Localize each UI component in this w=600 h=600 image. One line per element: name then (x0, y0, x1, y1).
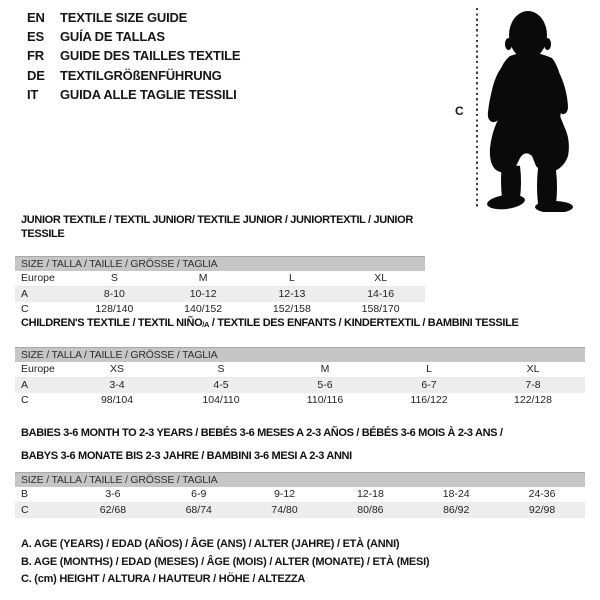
table-title-line (15, 450, 585, 464)
size-value-cell: 18-24 (442, 488, 470, 500)
height-dotted-line (476, 8, 478, 209)
size-value-cell: 6-7 (421, 378, 437, 391)
language-label: TEXTILE SIZE GUIDE (60, 10, 188, 26)
language-code: ES (27, 29, 44, 45)
language-label: GUÍA DE TALLAS (60, 29, 165, 45)
table-row (15, 378, 585, 393)
size-value-cell: S (110, 272, 118, 284)
language-label: GUIDE DES TAILLES TEXTILE (60, 48, 241, 64)
row-label: C (21, 303, 29, 315)
table-title-text: BABYS 3-6 MONATE BIS 2-3 JAHRE / BAMBINI 3-6 MESI A 2-3 ANNI (21, 449, 352, 462)
table-row (15, 362, 585, 378)
row-label: C (21, 393, 29, 406)
size-value-cell: 3-4 (109, 378, 125, 391)
measure-legend (21, 536, 429, 589)
size-value-cell: XL (374, 272, 388, 284)
table-row (15, 271, 425, 287)
table-title-line (15, 317, 585, 332)
size-value-cell: 152/158 (272, 303, 311, 315)
table-title-text: CHILDREN'S TEXTILE / TEXTIL NIÑO (21, 317, 203, 329)
size-value-cell: 6-9 (191, 488, 207, 500)
size-value-cell: 62/68 (99, 504, 127, 516)
table-title-text: / TEXTILE DES ENFANTS / KINDERTEXTIL / BAMBINI TESSILE (209, 317, 519, 329)
size-value-cell: M (198, 272, 208, 284)
row-label: Europe (21, 362, 55, 375)
table-title-line (15, 214, 425, 241)
size-value-cell: 3-6 (105, 488, 121, 500)
size-value-cell: 68/74 (185, 504, 212, 516)
size-value-cell: 140/152 (184, 303, 223, 315)
size-value-cell: 86/92 (443, 504, 470, 516)
table-row (15, 302, 425, 317)
size-value-cell: S (217, 362, 225, 375)
language-code: FR (27, 48, 44, 64)
size-table (15, 472, 585, 518)
size-table (15, 256, 425, 317)
size-value-cell: 14-16 (367, 288, 395, 300)
language-label: TEXTILGRÖßENFÜHRUNG (60, 67, 222, 83)
legend-line: A. AGE (YEARS) / EDAD (AÑOS) / ÂGE (ANS) / ALTER (JAHRE) / ETÀ (ANNI) (21, 538, 400, 550)
size-value-cell: 122/128 (514, 393, 552, 406)
language-list (27, 8, 240, 104)
language-row (27, 85, 240, 104)
size-value-cell: 116/122 (410, 393, 448, 406)
language-row (27, 66, 240, 85)
table-title-text: JUNIOR TEXTILE / TEXTIL JUNIOR/ TEXTILE JUNIOR / JUNIORTEXTIL / JUNIOR TESSILE (21, 214, 413, 240)
legend-line: C. (cm) HEIGHT / ALTURA / HAUTEUR / HÖHE / ALTEZZA (21, 573, 306, 585)
size-value-cell: 8-10 (103, 288, 125, 300)
size-value-cell: 7-8 (525, 378, 541, 391)
size-value-cell: 74/80 (271, 504, 298, 516)
size-value-cell: 98/104 (100, 393, 134, 406)
language-row (27, 8, 240, 27)
language-code: DE (27, 67, 45, 83)
size-value-cell: 10-12 (189, 288, 217, 300)
table-title-text: BABIES 3-6 MONTH TO 2-3 YEARS / BEBÉS 3-6 MESES A 2-3 AÑOS / BÉBÉS 3-6 MOIS À 2-3 ANS / (21, 427, 503, 439)
language-row (27, 46, 240, 65)
size-value-cell: 80/86 (357, 504, 384, 516)
table-row (15, 503, 585, 518)
size-value-cell: 4-5 (213, 378, 229, 391)
size-value-cell: XL (526, 362, 540, 375)
size-value-cell: 12-13 (278, 288, 306, 300)
size-value-cell: M (320, 362, 330, 375)
row-label: Europe (21, 272, 55, 284)
size-value-cell: 104/110 (202, 393, 240, 406)
language-code: IT (27, 86, 39, 102)
size-value-cell: L (288, 272, 295, 284)
size-value-cell: L (426, 362, 432, 375)
size-table-block (15, 214, 425, 317)
table-title-line (15, 427, 585, 441)
size-value-cell: 24-36 (528, 488, 556, 500)
size-value-cell: 110/116 (306, 393, 344, 406)
table-row (15, 487, 585, 503)
size-value-cell: 9-12 (274, 488, 296, 500)
size-value-cell: 5-6 (317, 378, 333, 391)
height-c-label: C (455, 104, 464, 118)
size-header-bar: SIZE / TALLA / TAILLE / GRÖSSE / TAGLIA (15, 256, 425, 271)
table-row (15, 287, 425, 302)
language-label: GUIDA ALLE TAGLIE TESSILI (60, 86, 237, 102)
size-header-bar: SIZE / TALLA / TAILLE / GRÖSSE / TAGLIA (15, 347, 585, 362)
table-title-subscript: /A (202, 320, 210, 329)
size-header-bar: SIZE / TALLA / TAILLE / GRÖSSE / TAGLIA (15, 472, 585, 487)
size-table-block (15, 317, 585, 408)
row-label: A (21, 288, 29, 300)
size-value-cell: 12-18 (356, 488, 384, 500)
size-value-cell: 128/140 (95, 303, 134, 315)
size-table-block (15, 427, 585, 518)
size-table (15, 347, 585, 408)
language-row (27, 27, 240, 46)
row-label: B (21, 488, 29, 500)
table-row (15, 393, 585, 408)
baby-silhouette-icon (480, 6, 586, 212)
row-label: A (21, 378, 29, 391)
row-label: C (21, 504, 29, 516)
language-code: EN (27, 10, 45, 26)
size-value-cell: XS (109, 362, 124, 375)
size-value-cell: 158/170 (361, 303, 400, 315)
legend-line: B. AGE (MONTHS) / EDAD (MESES) / ÂGE (MOIS) / ALTER (MONATE) / ETÀ (MESI) (21, 555, 430, 568)
size-value-cell: 92/98 (528, 504, 556, 516)
